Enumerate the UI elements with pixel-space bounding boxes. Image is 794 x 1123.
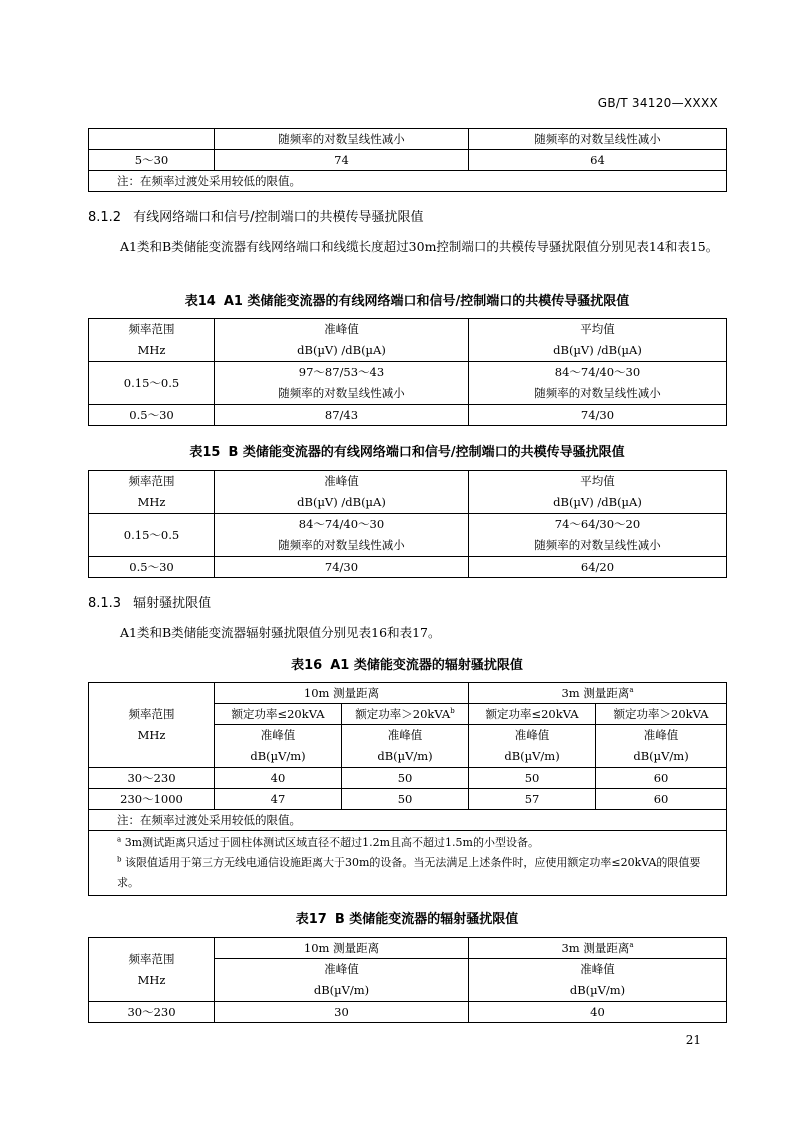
table-row [89,150,727,171]
table16-caption [88,654,726,673]
table-header-qp: 准峰值 dB(µV) /dB(µA) [215,319,469,362]
table-cell: 30～230 [89,768,215,789]
table-header-qp: 准峰值 dB(µV/m) [215,725,342,768]
table-cell: 30 [215,1002,469,1023]
caption-text: B 类储能变流器的有线网络端口和信号/控制端口的共模传导骚扰限值 [228,445,625,460]
table-cell: 0.15～0.5 [89,362,215,405]
table-row [89,557,727,578]
caption-text: A1 类储能变流器的辐射骚扰限值 [330,658,523,673]
table-cell: 0.5～30 [89,557,215,578]
section-heading-8-1-3 [88,592,211,611]
caption-number: 表16 [291,658,323,673]
table-header-row [89,471,727,514]
table-header-qp: 准峰值 dB(µV/m) [342,725,469,768]
table-cell: 60 [596,789,727,810]
table-cell: 随频率的对数呈线性减小 [469,129,727,150]
table17-caption [88,908,726,927]
caption-text: A1 类储能变流器的有线网络端口和信号/控制端口的共模传导骚扰限值 [223,294,630,309]
table17 [88,937,727,1023]
table-note-row [89,810,727,831]
table-header-10m: 10m 测量距离 [215,683,469,704]
table-header-row [89,319,727,362]
table-cell: 30～230 [89,1002,215,1023]
caption-number: 表17 [295,912,327,927]
table-cell: 40 [215,768,342,789]
table-cell: 97～87/53～43 随频率的对数呈线性减小 [215,362,469,405]
table-header-3m: 3m 测量距离$^a$ [469,683,727,704]
paragraph-8-1-2: A1类和B类储能变流器有线网络端口和线缆长度超过30m控制端口的共模传导骚扰限值分别见表14和表15。 [120,239,719,254]
table-cell: 230～1000 [89,789,215,810]
table-header-power: 额定功率＞20kVA [596,704,727,725]
table-header-row [89,938,727,959]
section-number: 8.1.2 [88,210,122,225]
table-header-10m: 10m 测量距离 [215,938,469,959]
table-header-qp: 准峰值 dB(µV) /dB(µA) [215,471,469,514]
table-cell [89,129,215,150]
document-number: GB/T 34120—XXXX [597,96,718,110]
table-header-freq: 频率范围 MHz [89,471,215,514]
table-row [89,129,727,150]
table14-caption [88,290,726,309]
table-row [89,1002,727,1023]
table-cell: 74/30 [469,405,727,426]
table-header-avg: 平均值 dB(µV) /dB(µA) [469,471,727,514]
table-cell: 随频率的对数呈线性减小 [215,129,469,150]
table-cell: 84～74/40～30 随频率的对数呈线性减小 [215,514,469,557]
table16 [88,682,727,896]
table-header-freq: 频率范围 MHz [89,683,215,768]
table-header-qp: 准峰值 dB(µV/m) [215,959,469,1002]
page-number: 21 [685,1033,701,1047]
table-row [89,768,727,789]
caption-number: 表14 [184,294,216,309]
table-note: 注：在频率过渡处采用较低的限值。 [89,810,727,831]
table-note: 注：在频率过渡处采用较低的限值。 [89,171,727,192]
table15 [88,470,727,578]
table-cell: 64 [469,150,727,171]
caption-text: B 类储能变流器的辐射骚扰限值 [334,912,519,927]
paragraph-8-1-3: A1类和B类储能变流器辐射骚扰限值分别见表16和表17。 [120,625,441,640]
footnote-b: $^b$ 该限值适用于第三方无线电通信设施距离大于30m的设备。当无法满足上述条件时，应使用额定功率≤20kVA的限值要求。 [117,855,701,889]
table-cell: 40 [469,1002,727,1023]
section-heading-8-1-2 [88,206,423,225]
table-cell: 74/30 [215,557,469,578]
table-cell: 74～64/30～20 随频率的对数呈线性减小 [469,514,727,557]
section-title: 有线网络端口和信号/控制端口的共模传导骚扰限值 [133,210,424,225]
table-row [89,362,727,405]
table-cell: 47 [215,789,342,810]
table-header-power: 额定功率≤20kVA [215,704,342,725]
table-header-3m: 3m 测量距离$^a$ [469,938,727,959]
section-title: 辐射骚扰限值 [133,596,212,611]
table-header-qp: 准峰值 dB(µV/m) [469,959,727,1002]
table-cell: 57 [469,789,596,810]
table-header-row [89,683,727,704]
table-header-qp: 准峰值 dB(µV/m) [469,725,596,768]
table-cell: 84～74/40～30 随频率的对数呈线性减小 [469,362,727,405]
table-cell: 60 [596,768,727,789]
footnote-a: $^a$ 3m测试距离只适过于圆柱体测试区域直径不超过1.2m且高不超过1.5m的小型设备。 [117,835,539,849]
table-header-freq: 频率范围 MHz [89,319,215,362]
table15-caption [88,441,726,460]
table-cell: 64/20 [469,557,727,578]
table-header-avg: 平均值 dB(µV) /dB(µA) [469,319,727,362]
table-row [89,514,727,557]
table-note-row [89,171,727,192]
table-row [89,789,727,810]
table14 [88,318,727,426]
table-cell: 50 [342,768,469,789]
table-footnotes [89,831,727,896]
table-cell: 5～30 [89,150,215,171]
table-cell: 87/43 [215,405,469,426]
table-header-power: 额定功率＞20kVA$^b$ [342,704,469,725]
table-header-power: 额定功率≤20kVA [469,704,596,725]
table-cell: 50 [469,768,596,789]
table-row [89,405,727,426]
caption-number: 表15 [189,445,221,460]
table-cell: 0.5～30 [89,405,215,426]
table-cell: 0.15～0.5 [89,514,215,557]
table-cell: 50 [342,789,469,810]
table-continuation [88,128,727,192]
table-footnote-row [89,831,727,896]
section-number: 8.1.3 [88,596,122,611]
table-cell: 74 [215,150,469,171]
table-header-qp: 准峰值 dB(µV/m) [596,725,727,768]
table-header-freq: 频率范围 MHz [89,938,215,1002]
